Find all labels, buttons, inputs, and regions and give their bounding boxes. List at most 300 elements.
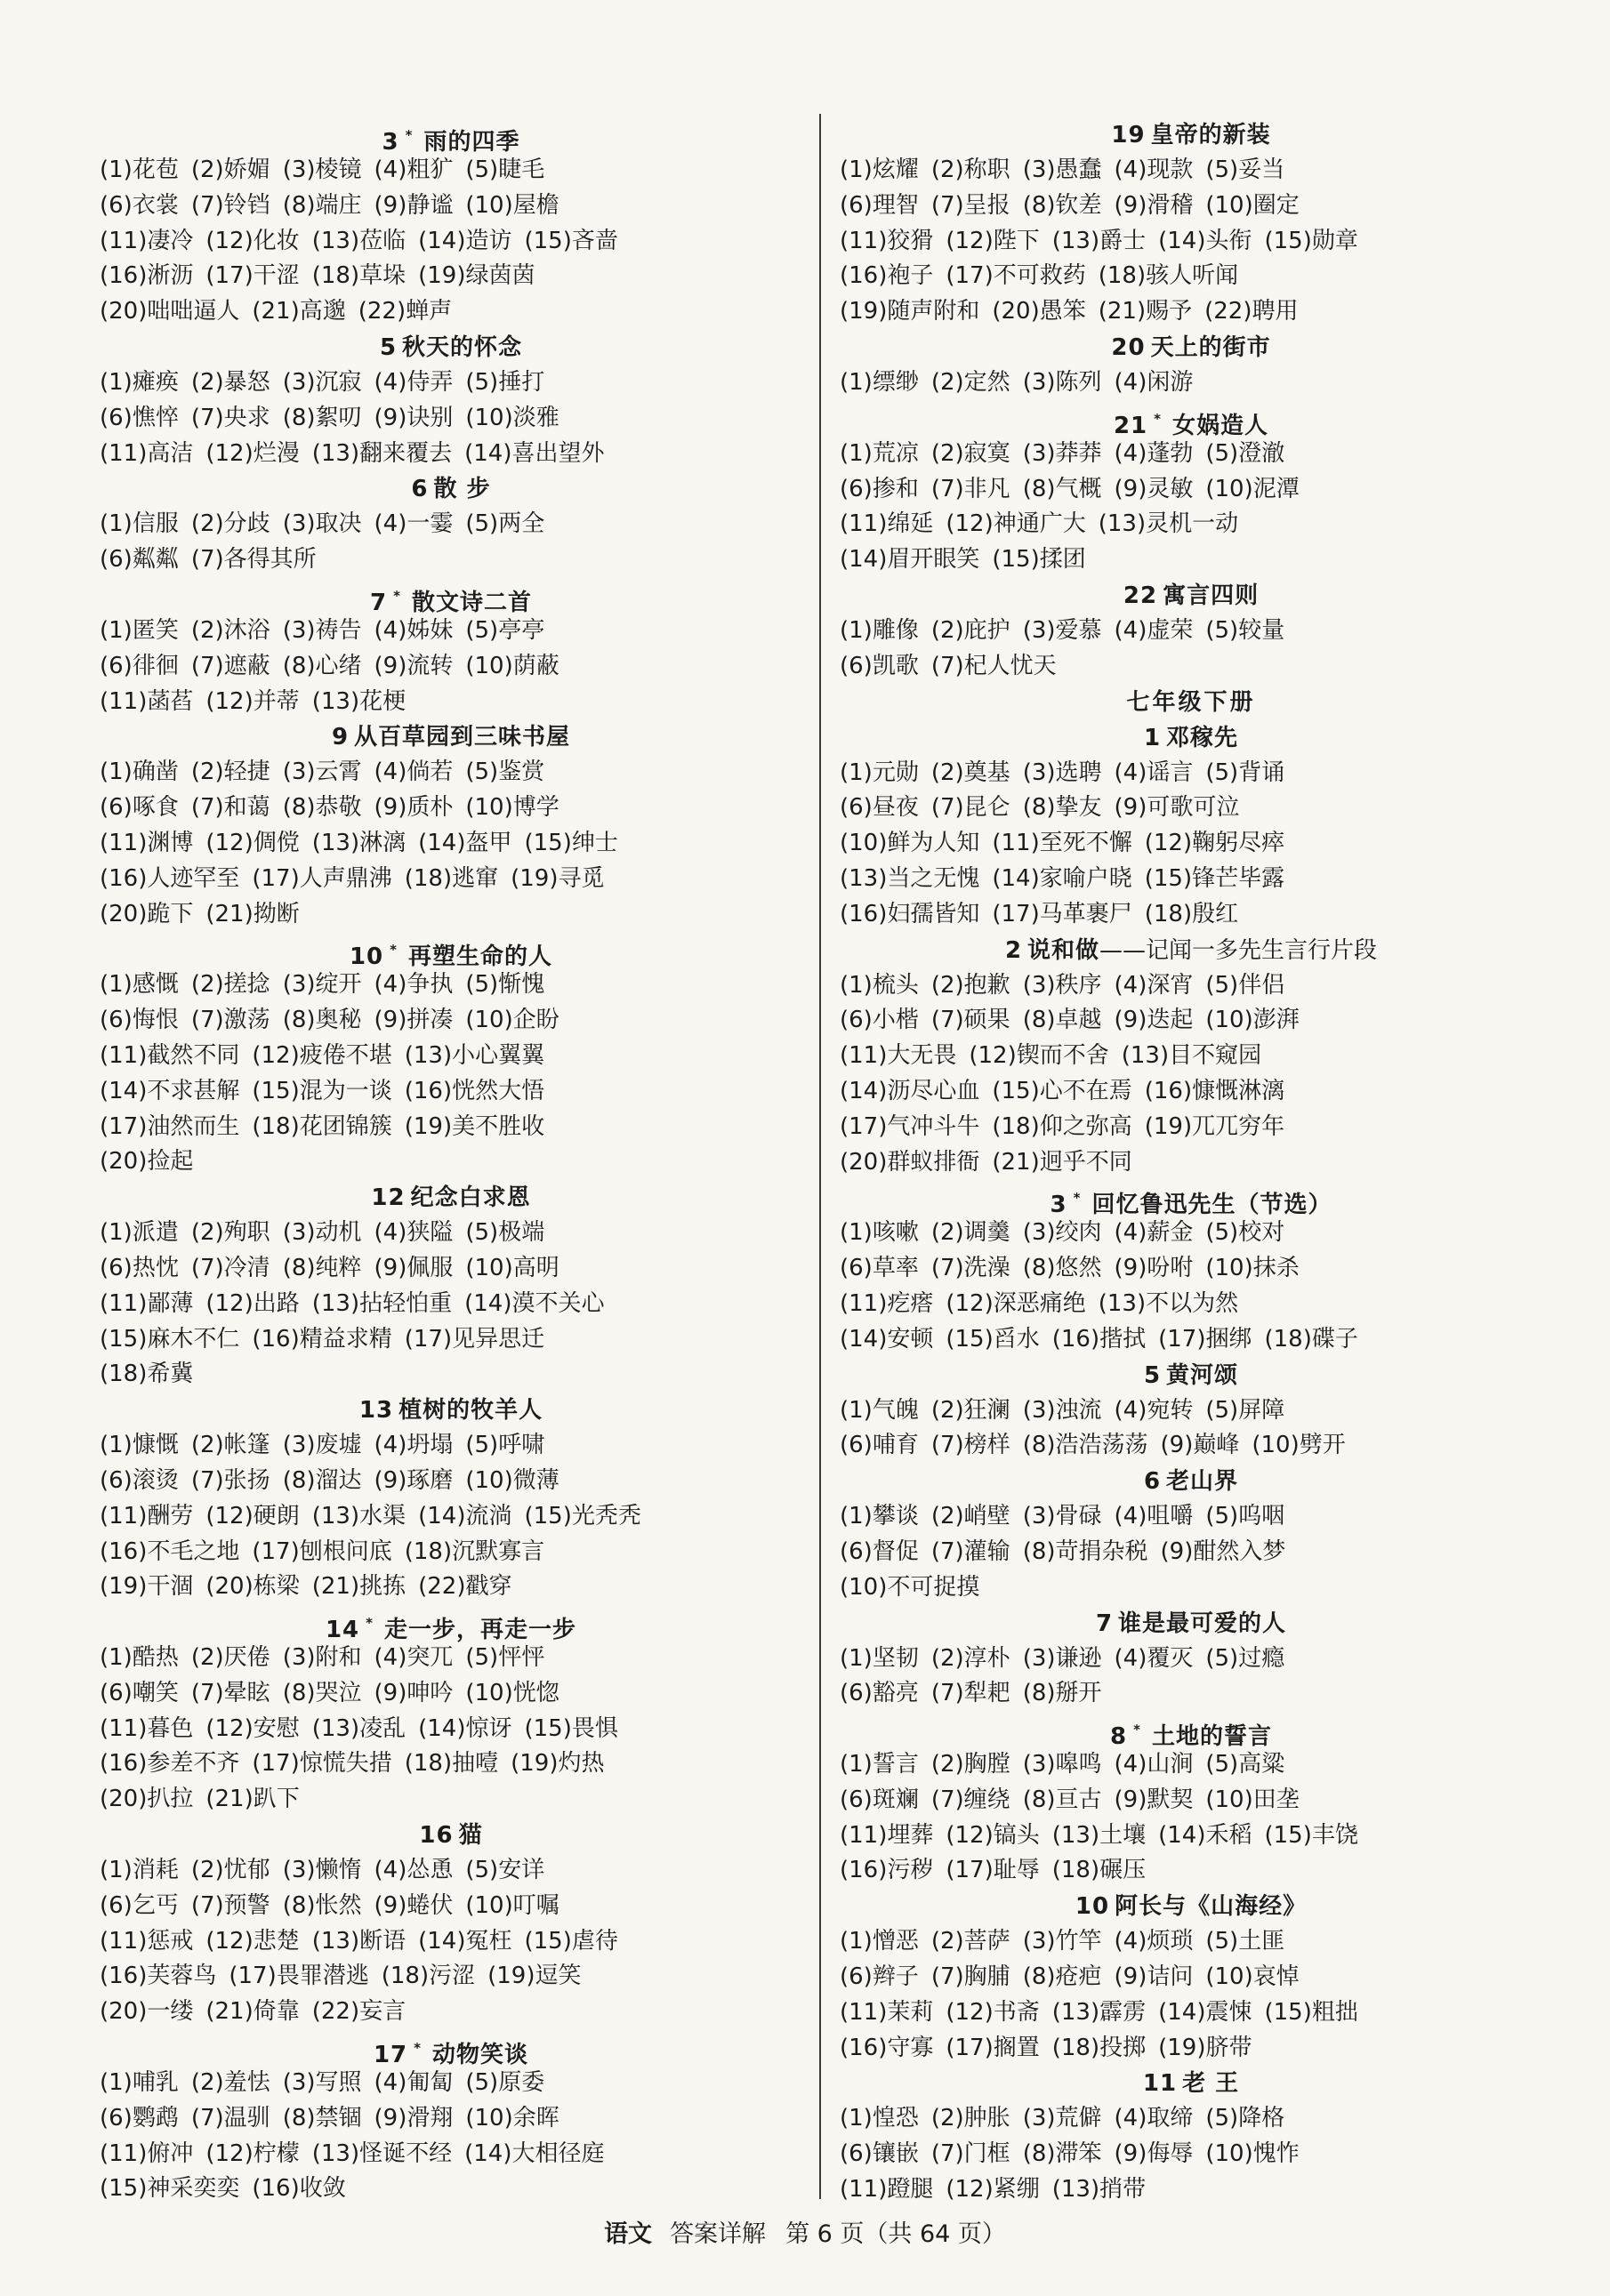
answer-item: (15)舀水 xyxy=(946,1325,1040,1353)
answer-item: (6)督促 xyxy=(840,1537,919,1565)
answer-item: (22)妄言 xyxy=(311,1998,407,2026)
answer-row xyxy=(840,826,1542,862)
answer-item: (3)谦逊 xyxy=(1022,1644,1102,1672)
answer-item: (5)捶打 xyxy=(465,368,545,396)
answer-item: (15)勋章 xyxy=(1264,227,1358,254)
section-title xyxy=(840,1712,1542,1751)
section-number: 5 xyxy=(1143,1361,1162,1389)
answer-item: (17)马革裹尸 xyxy=(992,900,1132,927)
answer-item: (3)绞肉 xyxy=(1022,1219,1102,1247)
answer-item: (3)陈列 xyxy=(1022,368,1102,396)
answer-row xyxy=(100,1499,802,1535)
answer-item: (11)狡猾 xyxy=(840,227,934,254)
answer-row xyxy=(840,2101,1542,2137)
answer-row xyxy=(840,1747,1542,1783)
answer-item: (6)粼粼 xyxy=(100,546,179,574)
answer-row xyxy=(840,1216,1542,1251)
answer-item: (9)质朴 xyxy=(374,794,454,822)
optional-mark: * xyxy=(405,127,414,143)
answer-item: (14)漠不关心 xyxy=(464,1289,605,1317)
answer-item: (3)写照 xyxy=(282,2069,362,2097)
answer-row xyxy=(100,649,802,685)
answer-item: (12)神通广大 xyxy=(946,510,1086,538)
answer-item: (20)跪下 xyxy=(100,900,194,927)
answer-item: (11)茉莉 xyxy=(840,1998,934,2026)
section-name: 老山界 xyxy=(1166,1468,1239,1496)
answer-item: (21)拗断 xyxy=(205,900,300,927)
section-title xyxy=(100,578,802,614)
answer-row xyxy=(840,1853,1542,1889)
answer-item: (20)咄咄逼人 xyxy=(100,298,240,325)
optional-mark: * xyxy=(1133,1722,1141,1738)
answer-row xyxy=(840,1322,1542,1358)
answer-item: (17)油然而生 xyxy=(100,1112,240,1140)
answer-item: (5)屏障 xyxy=(1205,1396,1285,1424)
answer-item: (1)感慨 xyxy=(100,971,179,999)
answer-item: (13)霹雳 xyxy=(1051,1998,1147,2026)
section-title xyxy=(840,578,1542,614)
answer-item: (12)紧绷 xyxy=(946,2176,1040,2204)
answer-item: (9)诀别 xyxy=(374,404,454,431)
answer-row xyxy=(840,1428,1542,1464)
answer-item: (8)气概 xyxy=(1022,475,1102,502)
answer-row xyxy=(100,1110,802,1145)
answer-item: (1)荒凉 xyxy=(840,439,919,467)
answer-item: (4)虚荣 xyxy=(1114,616,1194,644)
answer-item: (13)灵机一动 xyxy=(1098,510,1239,538)
answer-item: (15)虐待 xyxy=(524,1927,618,1955)
answer-item: (11)绵延 xyxy=(840,510,934,538)
answer-item: (12)烂漫 xyxy=(205,439,300,467)
answer-item: (11)鄙薄 xyxy=(100,1289,194,1317)
section-name: 黄河颂 xyxy=(1166,1361,1239,1389)
answer-item: (2)抱歉 xyxy=(930,971,1010,999)
answer-row xyxy=(100,1641,802,1676)
answer-item: (9)流转 xyxy=(374,652,454,679)
answer-row xyxy=(100,1216,802,1251)
section-name: 雨的四季 xyxy=(423,129,520,156)
answer-row xyxy=(840,1039,1542,1074)
answer-item: (9)侮辱 xyxy=(1114,2140,1194,2168)
answer-item: (4)蓬勃 xyxy=(1114,439,1194,467)
answer-item: (20)群蚁排衙 xyxy=(840,1148,980,1176)
optional-mark: * xyxy=(366,1615,374,1632)
answer-item: (16)收敛 xyxy=(252,2175,346,2203)
section-name: 动物笑谈 xyxy=(432,2042,529,2069)
answer-item: (15)丰饶 xyxy=(1264,1821,1358,1849)
answer-item: (13)目不窥园 xyxy=(1121,1042,1262,1070)
answer-row xyxy=(100,1322,802,1358)
answer-item: (9)默契 xyxy=(1114,1786,1194,1813)
answer-item: (14)沥尽心血 xyxy=(840,1077,980,1104)
answer-item: (6)哺育 xyxy=(840,1432,919,1459)
answer-row xyxy=(100,897,802,933)
answer-row xyxy=(840,472,1542,508)
answer-item: (6)理智 xyxy=(840,191,919,219)
answer-row xyxy=(100,755,802,791)
answer-item: (12)锲而不舍 xyxy=(969,1042,1109,1070)
answer-item: (9)静谧 xyxy=(374,191,454,219)
answer-item: (13)不以为然 xyxy=(1098,1289,1239,1317)
answer-item: (8)苛捐杂税 xyxy=(1022,1537,1148,1565)
answer-item: (16)妇孺皆知 xyxy=(840,900,980,927)
section-title xyxy=(840,2066,1542,2101)
answer-row xyxy=(100,1287,802,1322)
answer-item: (17)干涩 xyxy=(205,262,300,290)
answer-item: (15)绅士 xyxy=(524,829,618,856)
answer-item: (2)分歧 xyxy=(190,510,270,538)
answer-item: (7)温驯 xyxy=(190,2104,270,2131)
answer-item: (18)逃窜 xyxy=(404,864,499,892)
section-title xyxy=(840,1889,1542,1924)
answer-item: (14)安顿 xyxy=(840,1325,934,1353)
section-title xyxy=(100,117,802,156)
section-name: 从百草园到三味书屋 xyxy=(354,724,571,751)
answer-item: (17)耻辱 xyxy=(946,1857,1040,1884)
answer-item: (12)深恶痛绝 xyxy=(946,1289,1086,1317)
section-name: 天上的街市 xyxy=(1150,333,1271,361)
answer-item: (21)倚靠 xyxy=(205,1998,300,2026)
answer-item: (10)淡雅 xyxy=(465,404,559,431)
answer-item: (21)挑拣 xyxy=(311,1573,407,1601)
optional-mark: * xyxy=(414,2040,423,2057)
answer-item: (11)蹬腿 xyxy=(840,2176,934,2204)
answer-row xyxy=(840,1110,1542,1145)
answer-row xyxy=(840,968,1542,1004)
answer-item: (19)寻觅 xyxy=(511,864,605,892)
answer-item: (7)灌输 xyxy=(930,1537,1010,1565)
answer-item: (11)酬劳 xyxy=(100,1502,194,1529)
answer-item: (4)匍匐 xyxy=(374,2069,454,2097)
answer-row xyxy=(100,437,802,472)
answer-item: (13)翻来覆去 xyxy=(311,439,453,467)
answer-item: (10)博学 xyxy=(465,794,559,822)
answer-row xyxy=(100,2137,802,2172)
answer-item: (7)激荡 xyxy=(190,1007,270,1034)
answer-item: (11)埋葬 xyxy=(840,1821,934,1849)
section-number: 11 xyxy=(1142,2070,1178,2098)
answer-item: (6)啄食 xyxy=(100,794,179,822)
answer-item: (7)洗澡 xyxy=(930,1255,1010,1282)
section-number: 10 xyxy=(1075,1893,1110,1921)
section-title xyxy=(100,719,802,755)
answer-item: (21)高邈 xyxy=(252,298,346,325)
answer-item: (15)神采奕奕 xyxy=(100,2175,240,2203)
answer-item: (11)至死不懈 xyxy=(992,830,1132,857)
answer-item: (18)希冀 xyxy=(100,1361,194,1388)
answer-item: (3)荒僻 xyxy=(1022,2105,1102,2132)
answer-item: (8)钦差 xyxy=(1022,191,1102,219)
answer-row xyxy=(840,1676,1542,1712)
answer-item: (2)狂澜 xyxy=(930,1396,1010,1424)
section-number: 19 xyxy=(1111,122,1146,149)
answer-item: (1)攀谈 xyxy=(840,1503,919,1530)
answer-item: (11)俯冲 xyxy=(100,2139,194,2167)
answer-item: (18)草垛 xyxy=(311,262,407,290)
section-number: 2 xyxy=(1004,936,1023,964)
answer-item: (9)酣然入梦 xyxy=(1160,1537,1286,1565)
answer-row xyxy=(840,1251,1542,1287)
answer-row xyxy=(840,1995,1542,2031)
answer-item: (10)圈定 xyxy=(1205,191,1300,219)
answer-item: (14)震悚 xyxy=(1158,1998,1252,2026)
answer-item: (13)拈轻怕重 xyxy=(311,1289,453,1317)
answer-item: (12)柠檬 xyxy=(205,2139,300,2167)
answer-item: (8)悠然 xyxy=(1022,1255,1102,1282)
answer-item: (2)定然 xyxy=(930,368,1010,396)
answer-item: (10)劈开 xyxy=(1252,1432,1346,1459)
answer-item: (4)山涧 xyxy=(1114,1751,1194,1778)
answer-item: (12)硬朗 xyxy=(205,1502,300,1529)
answer-item: (1)消耗 xyxy=(100,1857,179,1884)
answer-row xyxy=(840,507,1542,542)
answer-row xyxy=(100,401,802,437)
answer-item: (5)妥当 xyxy=(1205,157,1285,183)
answer-item: (16)揩拭 xyxy=(1051,1325,1147,1353)
grade-heading: 七年级下册 xyxy=(1126,688,1256,716)
answer-item: (3)愚蠢 xyxy=(1022,157,1102,183)
answer-row xyxy=(840,1393,1542,1429)
answer-item: (16)淅沥 xyxy=(100,262,194,290)
answer-item: (15)混为一谈 xyxy=(252,1077,392,1104)
answer-item: (6)辫子 xyxy=(840,1963,919,1991)
answer-item: (8)端庄 xyxy=(282,191,362,219)
answer-item: (1)缥缈 xyxy=(840,368,919,396)
footer-label: 答案详解 xyxy=(670,2220,767,2248)
answer-row xyxy=(100,1357,802,1393)
answer-item: (12)倜傥 xyxy=(205,829,300,856)
answer-row xyxy=(100,1712,802,1747)
answer-row xyxy=(840,1003,1542,1039)
section-title xyxy=(840,933,1542,968)
answer-item: (16)参差不齐 xyxy=(100,1750,240,1778)
section-title xyxy=(100,471,802,507)
answer-item: (14)头衔 xyxy=(1158,227,1252,254)
answer-row xyxy=(100,826,802,862)
answer-item: (3)取决 xyxy=(282,510,362,538)
answer-item: (13)水渠 xyxy=(311,1502,407,1529)
answer-item: (2)调羹 xyxy=(930,1219,1010,1247)
answer-item: (4)争执 xyxy=(374,971,454,999)
answer-item: (6)镶嵌 xyxy=(840,2140,919,2168)
answer-item: (6)憔悴 xyxy=(100,404,179,431)
answer-item: (2)庇护 xyxy=(930,616,1010,644)
answer-item: (11)凄冷 xyxy=(100,227,194,254)
answer-row xyxy=(840,259,1542,294)
answer-row xyxy=(100,2066,802,2101)
section-number: 5 xyxy=(379,333,398,361)
section-title xyxy=(100,1818,802,1853)
answer-item: (12)悲楚 xyxy=(205,1927,300,1955)
answer-item: (10)哀悼 xyxy=(1205,1963,1300,1991)
section-name: 女娲造人 xyxy=(1172,412,1269,439)
answer-item: (16)恍然大悟 xyxy=(404,1077,545,1104)
answer-item: (2)暴怒 xyxy=(190,368,270,396)
answer-item: (7)硕果 xyxy=(930,1007,1010,1034)
answer-item: (17)搁置 xyxy=(946,2034,1040,2061)
answer-item: (6)嘲笑 xyxy=(100,1679,179,1706)
answer-row xyxy=(100,1428,802,1464)
answer-item: (4)粗犷 xyxy=(374,157,454,183)
answer-item: (15)粗拙 xyxy=(1264,1998,1358,2026)
answer-item: (12)疲倦不堪 xyxy=(252,1041,392,1069)
answer-item: (7)犁耙 xyxy=(930,1680,1010,1707)
answer-row xyxy=(840,614,1542,649)
answer-row xyxy=(840,2137,1542,2172)
answer-row xyxy=(840,1535,1542,1570)
answer-item: (7)缠绕 xyxy=(930,1786,1010,1813)
section-name: 走一步，再走一步 xyxy=(384,1617,577,1644)
answer-item: (9)佩服 xyxy=(374,1254,454,1281)
answer-item: (17)见异思迁 xyxy=(404,1325,545,1353)
answer-item: (6)滚烫 xyxy=(100,1466,179,1494)
section-title xyxy=(100,1605,802,1644)
answer-item: (5)高粱 xyxy=(1205,1751,1285,1778)
column-divider xyxy=(819,114,821,2199)
answer-item: (9)蜷伏 xyxy=(374,1891,454,1919)
answer-item: (3)莽莽 xyxy=(1022,439,1102,467)
section-name: 再塑生命的人 xyxy=(408,943,553,971)
answer-item: (13)土壤 xyxy=(1051,1821,1147,1849)
answer-item: (17)刨根问底 xyxy=(252,1537,392,1565)
answer-item: (1)雕像 xyxy=(840,616,919,644)
answer-item: (15)畏惧 xyxy=(524,1714,618,1742)
answer-row xyxy=(840,1783,1542,1818)
answer-item: (4)坍塌 xyxy=(374,1432,454,1459)
answer-item: (8)哭泣 xyxy=(282,1679,362,1706)
answer-row xyxy=(840,294,1542,330)
answer-item: (10)叮嘱 xyxy=(465,1891,559,1919)
answer-item: (4)闲游 xyxy=(1114,368,1194,396)
answer-item: (1)咳嗽 xyxy=(840,1219,919,1247)
answer-item: (8)心绪 xyxy=(282,652,362,679)
answer-item: (4)咀嚼 xyxy=(1114,1503,1194,1530)
answer-item: (1)派遣 xyxy=(100,1219,179,1247)
answer-item: (10)鲜为人知 xyxy=(840,830,980,857)
answer-item: (5)伴侣 xyxy=(1205,971,1285,999)
answer-item: (1)梳头 xyxy=(840,971,919,999)
answer-item: (7)榜样 xyxy=(930,1432,1010,1459)
answer-item: (1)憎恶 xyxy=(840,1928,919,1955)
answer-row xyxy=(840,1960,1542,1995)
answer-item: (12)书斋 xyxy=(946,1998,1040,2026)
answer-item: (3)选聘 xyxy=(1022,759,1102,786)
answer-row xyxy=(840,365,1542,401)
answer-row xyxy=(100,967,802,1003)
answer-item: (8)卓越 xyxy=(1022,1007,1102,1034)
answer-item: (10)微薄 xyxy=(465,1466,559,1494)
answer-item: (11)大无畏 xyxy=(840,1042,957,1070)
answer-row xyxy=(100,1569,802,1605)
answer-item: (13)爵士 xyxy=(1051,227,1147,254)
answer-item: (5)较量 xyxy=(1205,616,1285,644)
answer-item: (13)怪诞不经 xyxy=(311,2139,453,2167)
answer-row xyxy=(840,1145,1542,1181)
answer-item: (18)投掷 xyxy=(1051,2034,1147,2061)
answer-item: (17)气冲斗牛 xyxy=(840,1112,980,1140)
section-title xyxy=(840,117,1542,153)
answer-row xyxy=(840,189,1542,224)
answer-item: (9)滑翔 xyxy=(374,2104,454,2131)
answer-item: (9)可歌可泣 xyxy=(1114,794,1240,822)
answer-item: (4)狭隘 xyxy=(374,1219,454,1247)
answer-item: (8)挚友 xyxy=(1022,794,1102,822)
answer-row xyxy=(100,1144,802,1180)
section-name: 散文诗二首 xyxy=(411,589,532,616)
answer-item: (20)愚笨 xyxy=(992,298,1086,325)
answer-item: (15)揉团 xyxy=(992,546,1086,574)
answer-item: (6)昼夜 xyxy=(840,794,919,822)
answer-item: (19)逗笑 xyxy=(487,1963,582,1990)
answer-item: (6)悔恨 xyxy=(100,1007,179,1034)
answer-item: (15)锋芒毕露 xyxy=(1144,864,1285,892)
section-number: 20 xyxy=(1111,333,1146,361)
answer-item: (1)确凿 xyxy=(100,759,179,786)
answer-item: (7)非凡 xyxy=(930,475,1010,502)
answer-row xyxy=(100,1782,802,1818)
answer-row xyxy=(840,791,1542,826)
answer-row xyxy=(100,614,802,649)
answer-item: (7)昆仑 xyxy=(930,794,1010,822)
answer-item: (12)安慰 xyxy=(205,1714,300,1742)
section-name: 散 步 xyxy=(433,476,491,503)
answer-item: (13)花梗 xyxy=(311,687,407,715)
section-number: 6 xyxy=(1143,1468,1162,1496)
section-number: 13 xyxy=(358,1397,394,1425)
section-number: 16 xyxy=(419,1822,454,1850)
answer-item: (5)怦怦 xyxy=(465,1644,545,1672)
answer-item: (2)菩萨 xyxy=(930,1928,1010,1955)
answer-item: (17)不可救药 xyxy=(946,262,1086,290)
section-number: 6 xyxy=(411,476,429,503)
answer-item: (1)誓言 xyxy=(840,1751,919,1778)
answer-item: (6)草率 xyxy=(840,1255,919,1282)
answer-item: (20)栋梁 xyxy=(205,1573,300,1601)
answer-item: (18)殷红 xyxy=(1144,900,1239,927)
answer-row xyxy=(100,862,802,897)
left-column xyxy=(100,117,802,2207)
section-number: 1 xyxy=(1143,724,1162,751)
answer-item: (2)厌倦 xyxy=(190,1644,270,1672)
answer-item: (7)各得其所 xyxy=(190,546,317,574)
section-title xyxy=(840,1464,1542,1499)
answer-item: (14)流淌 xyxy=(418,1502,512,1529)
answer-item: (11)渊博 xyxy=(100,829,194,856)
optional-mark: * xyxy=(393,587,401,604)
answer-item: (7)门框 xyxy=(930,2140,1010,2168)
answer-item: (1)花苞 xyxy=(100,157,179,183)
answer-item: (9)诘问 xyxy=(1114,1963,1194,1991)
answer-item: (3)棱镜 xyxy=(282,157,362,183)
answer-row xyxy=(840,437,1542,472)
answer-item: (12)并蒂 xyxy=(205,687,300,715)
answer-item: (4)一霎 xyxy=(374,510,454,538)
answer-item: (22)聘用 xyxy=(1204,298,1299,325)
optional-mark: * xyxy=(1073,1190,1082,1207)
answer-item: (19)美不胜收 xyxy=(404,1112,545,1140)
answer-item: (4)突兀 xyxy=(374,1644,454,1672)
answer-item: (3)浊流 xyxy=(1022,1396,1102,1424)
answer-row xyxy=(100,1676,802,1712)
answer-item: (6)凯歌 xyxy=(840,652,919,679)
answer-item: (4)怂恿 xyxy=(374,1857,454,1884)
answer-item: (9)灵敏 xyxy=(1114,475,1194,502)
section-title xyxy=(840,1180,1542,1219)
section-name: 老 王 xyxy=(1182,2070,1240,2098)
answer-row xyxy=(840,2031,1542,2067)
answer-item: (3)附和 xyxy=(282,1644,362,1672)
answer-item: (18)抽噎 xyxy=(404,1750,499,1778)
